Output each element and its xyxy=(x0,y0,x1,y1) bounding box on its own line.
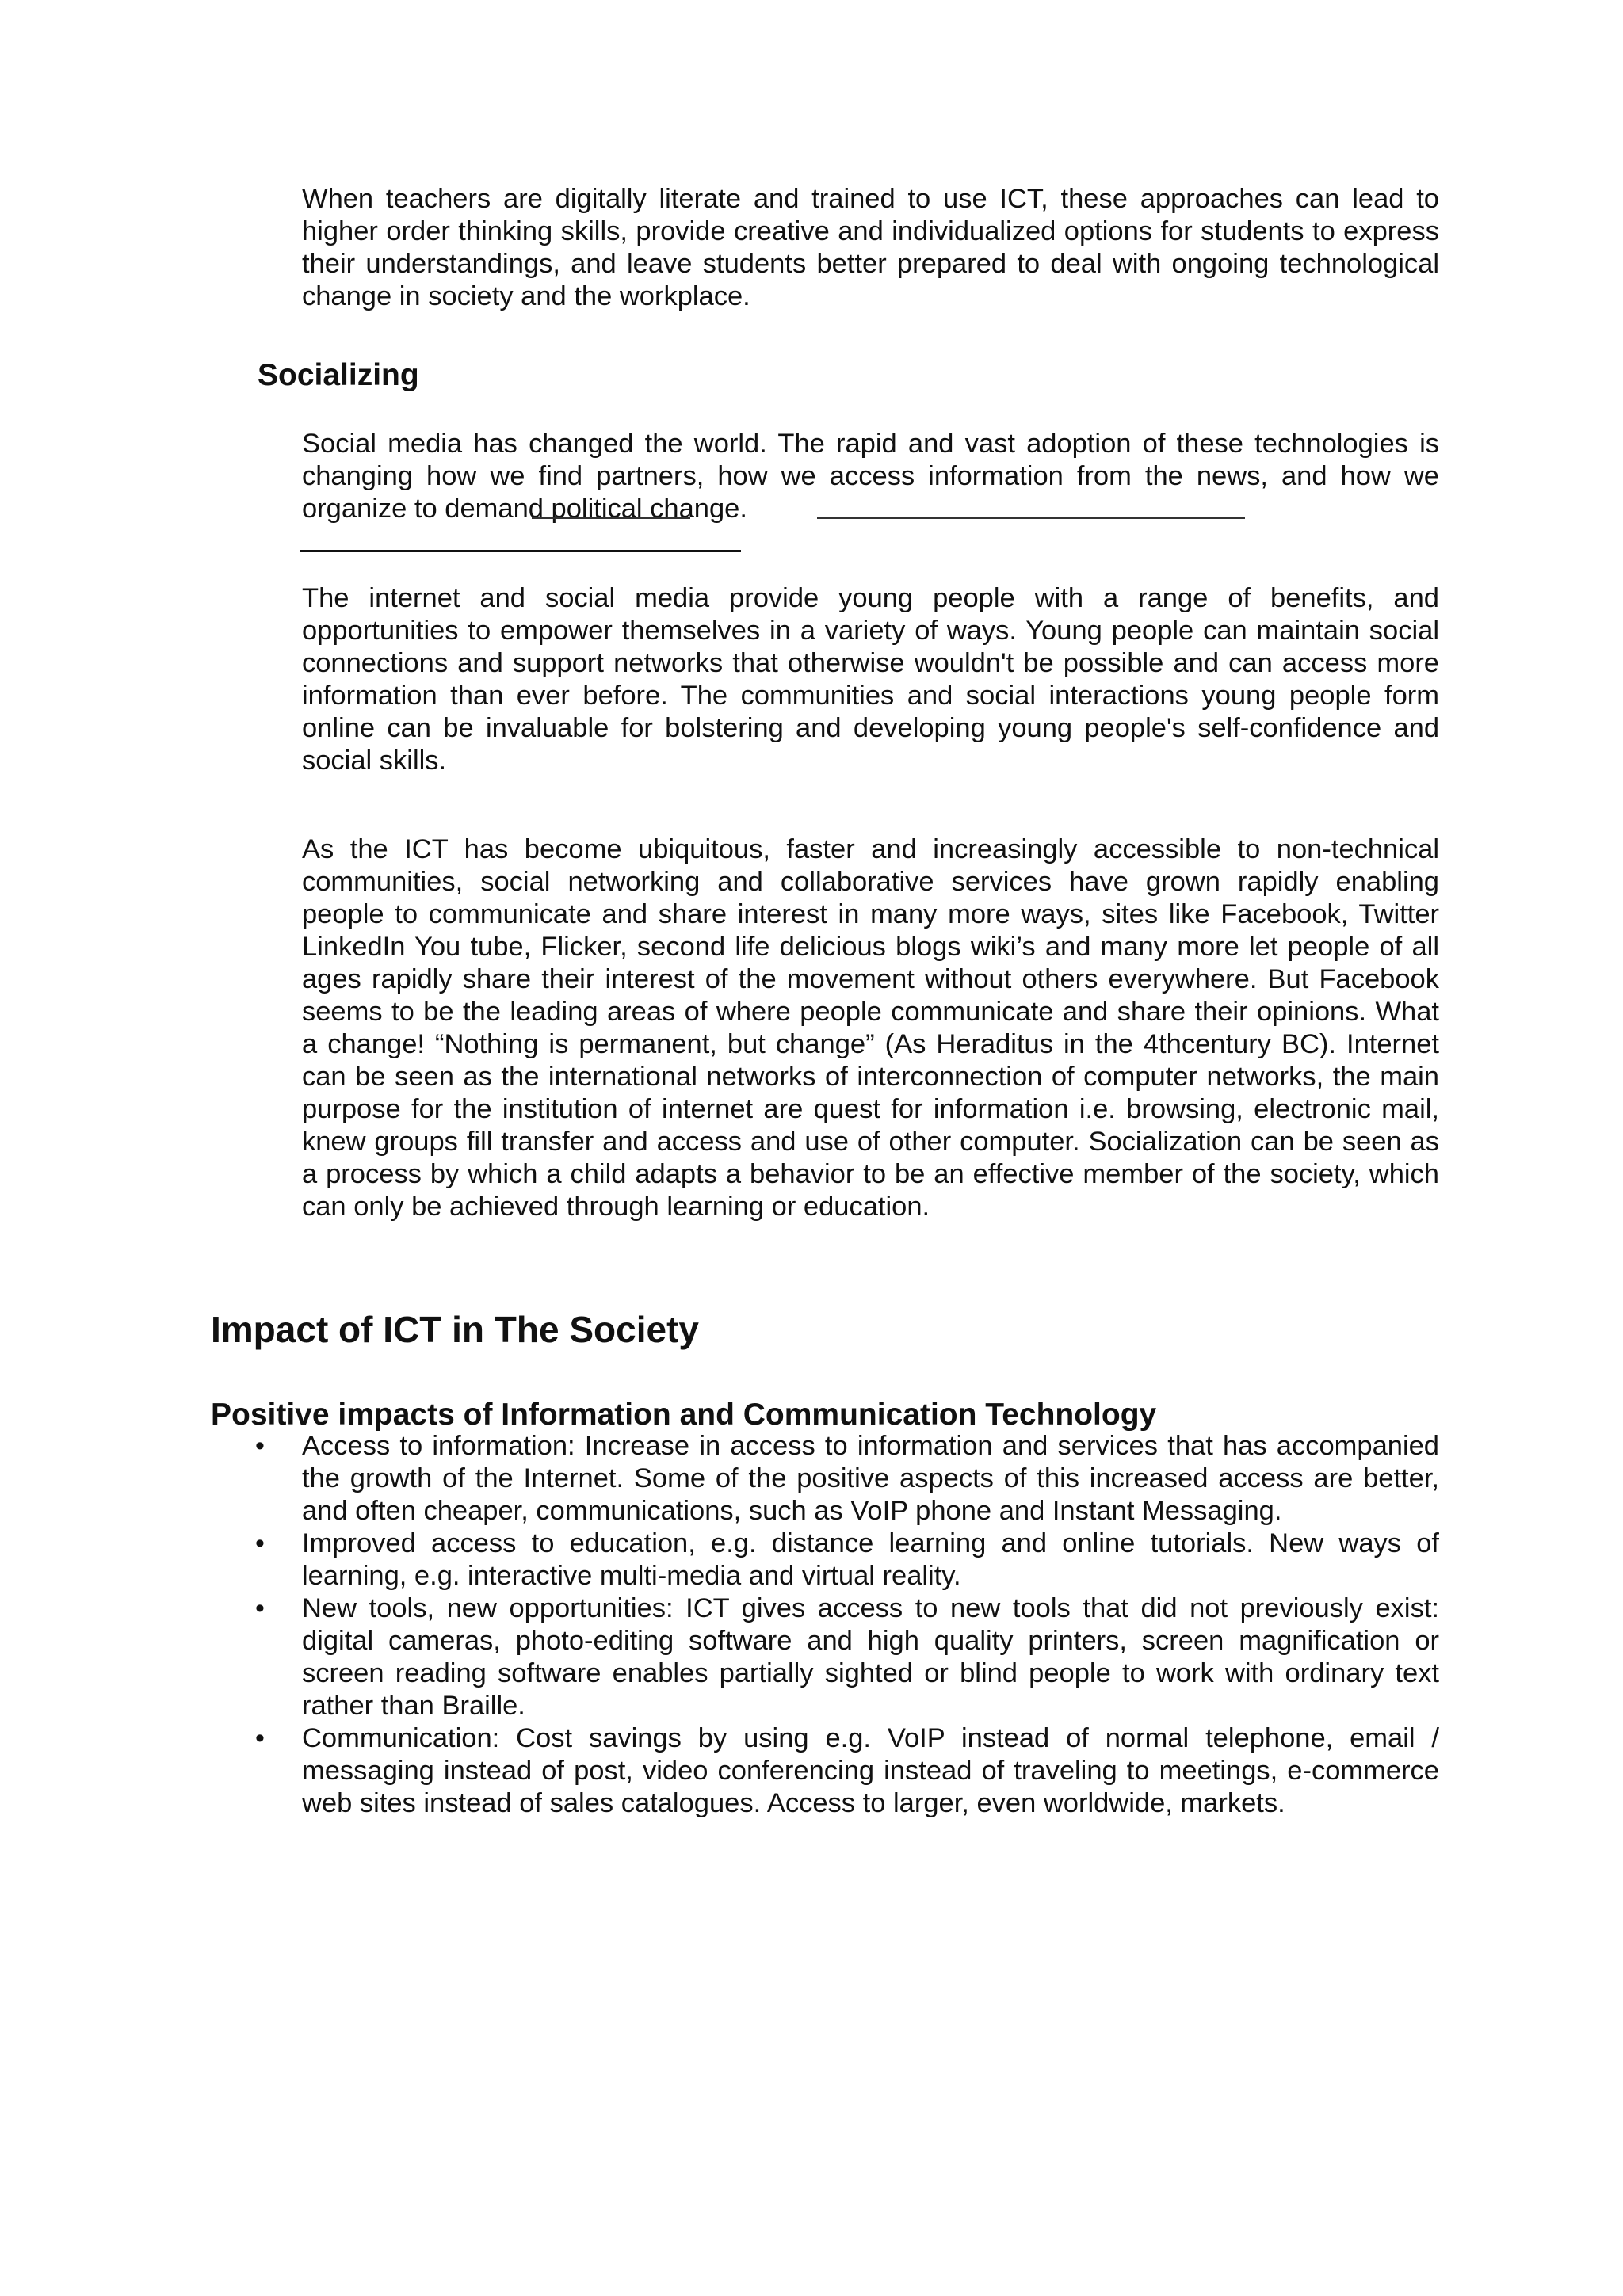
bullet-icon: • xyxy=(255,1528,265,1558)
list-item xyxy=(255,1527,1439,1592)
list-item-text: Access to information: Increase in access to information and services that has accompanied the growth of the Internet. Some of the positive aspects of this increased access are better, and often cheaper, communications, such as VoIP phone and Instant Messaging. xyxy=(302,1431,1439,1526)
intro-paragraph: When teachers are digitally literate and trained to use ICT, these approaches can lead to higher order thinking skills, provide creative and individualized options for students to express their understandings, and leave students better prepared to deal with ongoing technological change in society and the workplace. xyxy=(302,184,1439,311)
trailing-rule xyxy=(817,517,1245,519)
list-item-text: New tools, new opportunities: ICT gives access to new tools that did not previously exist: digital cameras, photo-editing software and high quality printers, screen magnification or screen reading software enables partially sighted or blind people to work with ordinary text rather than Braille. xyxy=(302,1593,1439,1721)
bullet-icon: • xyxy=(255,1431,265,1461)
list-item-text: Improved access to education, e.g. distance learning and online tutorials. New ways of learning, e.g. interactive multi-media and virtual reality. xyxy=(302,1528,1439,1591)
list-item xyxy=(255,1430,1439,1527)
list-item-text: Communication: Cost savings by using e.g. VoIP instead of normal telephone, email / messaging instead of post, video conferencing instead of traveling to meetings, e-commerce web sites instead of sales catalogues. Access to larger, even worldwide, markets. xyxy=(302,1723,1439,1818)
positive-impacts-subheading: Positive impacts of Information and Communication Technology xyxy=(211,1398,1157,1432)
section-divider-rule xyxy=(300,550,741,552)
socializing-paragraph-3: As the ICT has become ubiquitous, faster and increasingly accessible to non-technical communities, social networking and collaborative services have grown rapidly enabling people to communicate and share interest in many more ways, sites like Facebook, Twitter LinkedIn You tube, Flicker, second life delicious blogs wiki’s and many more let people of all ages rapidly share their interest of the movement without others everywhere. But Facebook seems to be the leading areas of where people communicate and share their opinions. What a change! “Nothing is permanent, but change” (As Heraditus in the 4thcentury BC). Internet can be seen as the international networks of interconnection of computer networks, the main purpose for the institution of internet are quest for information i.e. browsing, electronic mail, knew groups fill transfer and access and use of other computer. Socialization can be seen as a process by which a child adapts a behavior to be an effective member of the society, which can only be achieved through learning or education. xyxy=(302,834,1439,1222)
text-underline-rule xyxy=(532,517,690,519)
list-item xyxy=(255,1722,1439,1820)
bullet-icon: • xyxy=(255,1593,265,1623)
impact-heading: Impact of ICT in The Society xyxy=(211,1309,699,1350)
bullet-icon: • xyxy=(255,1723,265,1753)
socializing-paragraph-2: The internet and social media provide young people with a range of benefits, and opportunities to empower themselves in a variety of ways. Young people can maintain social connections and support networks that otherwise wouldn't be possible and can access more information than ever before. The communities and social interactions young people form online can be invaluable for bolstering and developing young people's self-confidence and social skills. xyxy=(302,583,1439,776)
positive-impacts-list xyxy=(255,1430,1439,1820)
list-item xyxy=(255,1592,1439,1722)
socializing-heading: Socializing xyxy=(258,358,419,392)
socializing-paragraph-1: Social media has changed the world. The rapid and vast adoption of these technologies is changing how we find partners, how we access information from the news, and how we organize to demand political change. xyxy=(302,429,1439,524)
